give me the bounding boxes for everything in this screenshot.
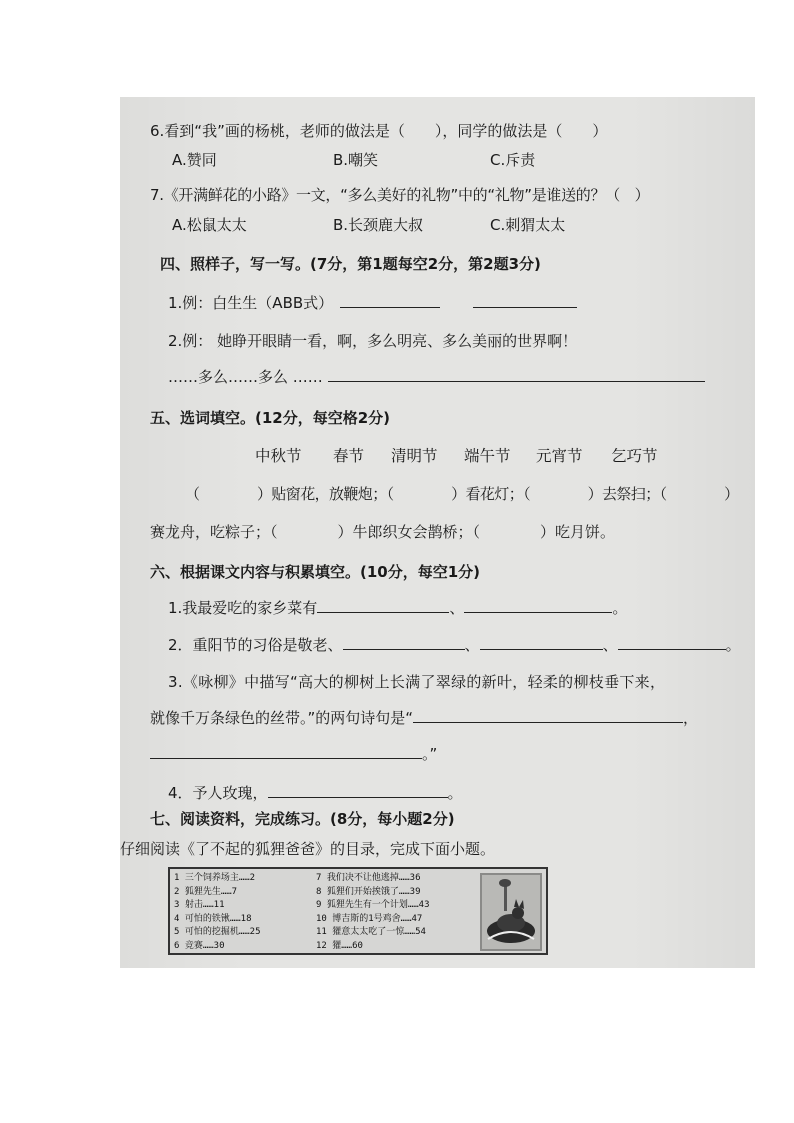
toc-item: 7 我们决不让他逃掉……36 bbox=[316, 873, 421, 883]
word-bank-item: 端午节 bbox=[464, 447, 511, 465]
blank-line[interactable] bbox=[328, 367, 705, 382]
q7-option-b: B.长颈鹿大叔 bbox=[333, 216, 424, 234]
blank-line[interactable] bbox=[618, 635, 726, 650]
toc-item: 2 狐狸先生……7 bbox=[174, 886, 238, 897]
s6-item-3-label: 就像千万条绿色的丝带。”的两句诗句是“ bbox=[150, 709, 414, 727]
s5-line-1: （ ）贴窗花，放鞭炮；（ ）看花灯；（ ）去祭扫；（ ） bbox=[185, 485, 739, 503]
s6-item-4-label: 4．予人玫瑰， bbox=[168, 784, 268, 802]
s4-item-1-label: 1.例：白生生（ABB式） bbox=[168, 294, 334, 312]
toc-item: 8 狐狸们开始挨饿了……39 bbox=[316, 886, 421, 897]
separator: 、 bbox=[464, 636, 480, 654]
s6-item-2 bbox=[168, 635, 741, 655]
blank-line[interactable] bbox=[340, 293, 440, 308]
toc-item: 5 可怕的挖掘机……25 bbox=[174, 927, 261, 937]
s6-item-1 bbox=[168, 598, 627, 618]
s4-item-2-prompt: ……多么……多么 …… bbox=[168, 368, 323, 386]
q7-option-c: C.刺猬太太 bbox=[490, 216, 566, 234]
section-7-title: 七、阅读资料，完成练习。(8分，每小题2分) bbox=[150, 810, 455, 828]
toc-item: 1 三个饲养场主……2 bbox=[174, 873, 256, 883]
s6-item-1-label: 1.我最爱吃的家乡菜有 bbox=[168, 599, 318, 617]
toc-item: 3 射击……11 bbox=[174, 900, 225, 910]
end-quote: 。” bbox=[422, 745, 438, 763]
question-7: 7.《开满鲜花的小路》一文，“多么美好的礼物”中的“礼物”是谁送的？（ ） bbox=[150, 186, 650, 204]
s4-item-2-answer bbox=[168, 367, 705, 387]
s6-item-3-line-1: 3.《咏柳》中描写“高大的柳树上长满了翠绿的新叶，轻柔的柳枝垂下来， bbox=[168, 673, 666, 691]
q6-option-b: B.嘲笑 bbox=[333, 151, 379, 169]
blank-line[interactable] bbox=[150, 744, 422, 759]
blank-line[interactable] bbox=[317, 598, 449, 613]
s4-item-1 bbox=[168, 293, 577, 313]
period: 。 bbox=[612, 599, 628, 617]
blank-line[interactable] bbox=[343, 635, 465, 650]
question-6: 6.看到“我”画的杨桃，老师的做法是（ ），同学的做法是（ ） bbox=[150, 122, 608, 140]
toc-left-column bbox=[174, 872, 261, 953]
toc-item: 4 可怕的铁锹……18 bbox=[174, 913, 252, 924]
toc-right-column bbox=[316, 872, 430, 953]
toc-item: 9 狐狸先生有一个计划……43 bbox=[316, 900, 430, 910]
s4-item-2: 2.例： 她睁开眼睛一看，啊，多么明亮、多么美丽的世界啊！ bbox=[168, 332, 578, 350]
word-bank-item: 元宵节 bbox=[536, 447, 583, 465]
q6-option-a: A.赞同 bbox=[172, 151, 217, 169]
section-5-title: 五、选词填空。(12分，每空格2分) bbox=[150, 409, 391, 427]
table-of-contents-image bbox=[168, 867, 548, 955]
separator: 、 bbox=[449, 599, 465, 617]
word-bank-item: 春节 bbox=[333, 447, 365, 465]
section-6-title: 六、根据课文内容与积累填空。(10分，每空1分) bbox=[150, 563, 481, 581]
fox-illustration-icon bbox=[480, 873, 542, 951]
word-bank-item: 中秋节 bbox=[255, 447, 302, 465]
section-4-title: 四、照样子，写一写。(7分，第1题每空2分，第2题3分) bbox=[160, 255, 541, 273]
word-bank bbox=[255, 446, 658, 466]
separator: 、 bbox=[602, 636, 618, 654]
toc-item: 10 博吉斯的1号鸡舍……47 bbox=[316, 913, 423, 924]
scanned-exam-page bbox=[120, 97, 755, 968]
s6-item-4 bbox=[168, 783, 463, 803]
q7-option-a: A.松鼠太太 bbox=[172, 216, 247, 234]
s7-intro: 仔细阅读《了不起的狐狸爸爸》的目录，完成下面小题。 bbox=[120, 840, 496, 858]
comma: ， bbox=[683, 709, 699, 727]
period: 。 bbox=[447, 784, 463, 802]
q6-option-c: C.斥责 bbox=[490, 151, 536, 169]
blank-line[interactable] bbox=[480, 635, 603, 650]
period: 。 bbox=[725, 636, 741, 654]
blank-line[interactable] bbox=[268, 783, 448, 798]
toc-item: 11 獾意太太吃了一惊……54 bbox=[316, 927, 426, 937]
word-bank-item: 乞巧节 bbox=[611, 447, 658, 465]
blank-line[interactable] bbox=[413, 708, 683, 723]
blank-line[interactable] bbox=[473, 293, 577, 308]
s6-item-3-line-2 bbox=[150, 708, 698, 728]
word-bank-item: 清明节 bbox=[391, 447, 438, 465]
s5-line-2: 赛龙舟，吃粽子；（ ）牛郎织女会鹊桥；（ ）吃月饼。 bbox=[150, 523, 616, 541]
toc-item: 6 竞赛……30 bbox=[174, 940, 225, 951]
s6-item-2-label: 2．重阳节的习俗是敬老、 bbox=[168, 636, 343, 654]
s6-item-3-line-3 bbox=[150, 744, 437, 764]
blank-line[interactable] bbox=[464, 598, 612, 613]
toc-item: 12 獾……60 bbox=[316, 940, 363, 951]
